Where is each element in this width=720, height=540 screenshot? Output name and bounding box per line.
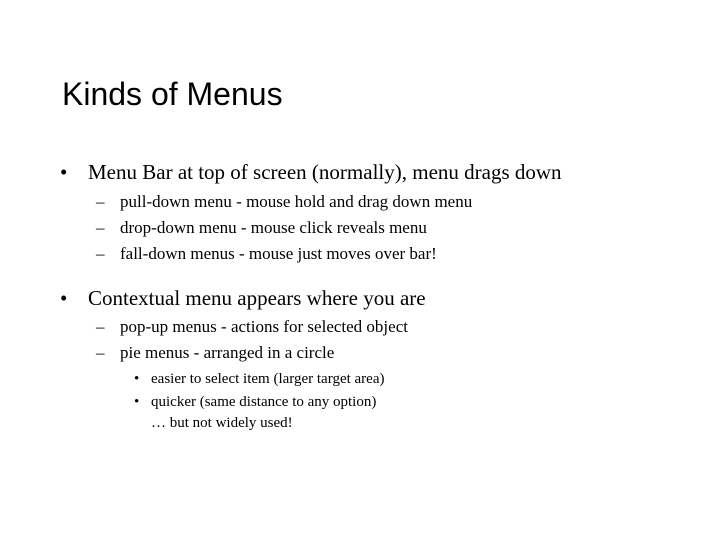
sub-bullet-text: drop-down menu - mouse click reveals menu [120, 218, 427, 237]
bullet-marker: • [60, 160, 68, 184]
sub-sub-bullet-marker: • [134, 371, 140, 387]
sub-bullet-text: pie menus - arranged in a circle [120, 343, 335, 362]
sub-bullet-text: pull-down menu - mouse hold and drag down menu [120, 192, 473, 211]
bullet-text: Menu Bar at top of screen (normally), menu drags down [88, 160, 562, 184]
sub-sub-bullet-text: easier to select item (larger target area) [151, 371, 385, 387]
sub-bullet-marker: – [96, 218, 105, 237]
sub-sub-bullet-marker: • [134, 394, 140, 410]
sub-sub-bullet-text: quicker (same distance to any option) [151, 394, 377, 410]
sub-bullet-marker: – [96, 317, 105, 336]
bullet-marker: • [60, 286, 68, 310]
sub-bullet-text: fall-down menus - mouse just moves over bar! [120, 244, 437, 263]
sub-bullet-marker: – [96, 343, 105, 362]
bullet-text: Contextual menu appears where you are [88, 286, 426, 310]
sub-bullet-marker: – [96, 192, 105, 211]
slide-title: Kinds of Menus [62, 76, 283, 112]
sub-bullet-marker: – [96, 244, 105, 263]
continuation-text: … but not widely used! [151, 415, 293, 431]
sub-bullet-text: pop-up menus - actions for selected object [120, 317, 408, 336]
